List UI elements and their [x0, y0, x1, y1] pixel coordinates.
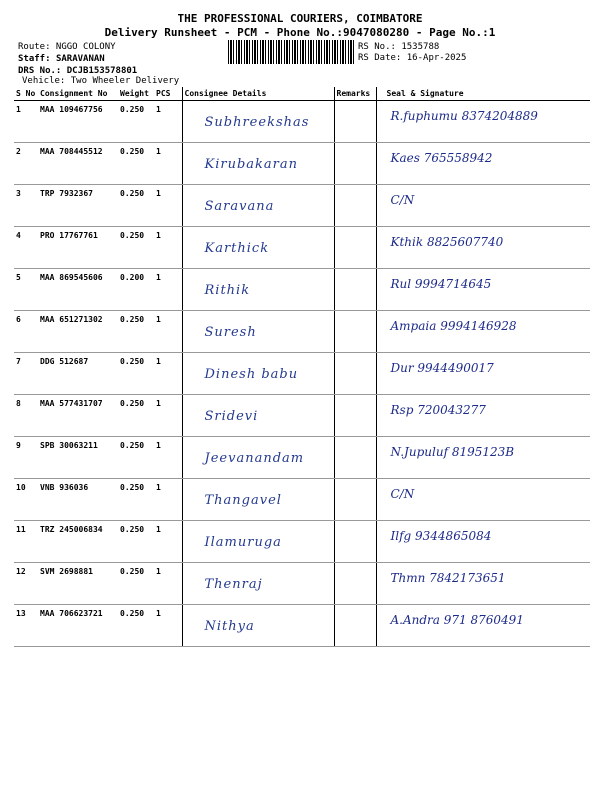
- row-consignee: [182, 101, 334, 143]
- consignee-handwriting: Nithya: [204, 619, 255, 634]
- row-remarks: [334, 185, 376, 227]
- consignee-handwriting: Sridevi: [204, 409, 259, 424]
- row-signature: [376, 143, 590, 185]
- table-row: [14, 227, 590, 269]
- table-row: [14, 605, 590, 647]
- row-consignee: [182, 311, 334, 353]
- col-consignee-header: Consignee Details: [182, 87, 334, 101]
- row-consignment: MAA 577431707: [38, 395, 118, 437]
- row-consignment: DDG 512687: [38, 353, 118, 395]
- row-consignee: [182, 605, 334, 647]
- row-signature: [376, 563, 590, 605]
- consignee-handwriting: Thenraj: [204, 577, 263, 592]
- row-consignee: [182, 479, 334, 521]
- signature-handwriting: Ampaia 9994146928: [390, 319, 517, 333]
- table-row: [14, 479, 590, 521]
- consignee-handwriting: Karthick: [204, 241, 270, 256]
- row-sno: 4: [14, 227, 38, 269]
- runsheet-table: [14, 87, 590, 647]
- row-remarks: [334, 563, 376, 605]
- signature-handwriting: Dur 9944490017: [390, 361, 494, 375]
- row-signature: [376, 101, 590, 143]
- row-pcs: 1: [154, 185, 182, 227]
- row-consignment: MAA 651271302: [38, 311, 118, 353]
- row-sno: 12: [14, 563, 38, 605]
- row-weight: 0.250: [118, 353, 154, 395]
- row-signature: [376, 353, 590, 395]
- row-remarks: [334, 395, 376, 437]
- row-remarks: [334, 269, 376, 311]
- row-sno: 9: [14, 437, 38, 479]
- consignee-handwriting: Dinesh babu: [204, 367, 299, 382]
- staff-label: Staff:: [18, 54, 56, 64]
- col-remarks-header: Remarks: [334, 87, 376, 101]
- row-consignment: MAA 706623721: [38, 605, 118, 647]
- row-remarks: [334, 227, 376, 269]
- row-signature: [376, 311, 590, 353]
- row-consignment: TRP 7932367: [38, 185, 118, 227]
- table-row: [14, 563, 590, 605]
- row-consignee: [182, 227, 334, 269]
- row-sno: 5: [14, 269, 38, 311]
- row-signature: [376, 227, 590, 269]
- consignee-handwriting: Jeevanandam: [204, 451, 305, 466]
- col-signature-header: Seal & Signature: [376, 87, 590, 101]
- row-sno: 11: [14, 521, 38, 563]
- barcode: [228, 40, 354, 64]
- row-remarks: [334, 311, 376, 353]
- drs-number: DRS No.: DCJB153578801: [18, 66, 138, 76]
- rs-number: RS No.: 1535788: [358, 42, 440, 52]
- row-weight: 0.200: [118, 269, 154, 311]
- row-remarks: [334, 437, 376, 479]
- row-signature: [376, 605, 590, 647]
- row-signature: [376, 437, 590, 479]
- row-sno: 6: [14, 311, 38, 353]
- table-row: [14, 269, 590, 311]
- row-consignment: PRO 17767761: [38, 227, 118, 269]
- row-pcs: 1: [154, 605, 182, 647]
- table-row: [14, 311, 590, 353]
- signature-handwriting: Thmn 7842173651: [390, 571, 506, 585]
- consignee-handwriting: Subhreekshas: [204, 115, 310, 130]
- runsheet-title: Delivery Runsheet - PCM - Phone No.:9047080280 - Page No.:1: [104, 26, 496, 39]
- row-remarks: [334, 605, 376, 647]
- row-pcs: 1: [154, 311, 182, 353]
- row-weight: 0.250: [118, 521, 154, 563]
- row-consignment: TRZ 245006834: [38, 521, 118, 563]
- rs-date: RS Date: 16-Apr-2025: [358, 53, 467, 63]
- staff-name: SARAVANAN: [55, 54, 105, 64]
- row-pcs: 1: [154, 143, 182, 185]
- row-weight: 0.250: [118, 395, 154, 437]
- row-sno: 10: [14, 479, 38, 521]
- row-consignment: VNB 936036: [38, 479, 118, 521]
- consignee-handwriting: Saravana: [204, 199, 275, 214]
- row-pcs: 1: [154, 479, 182, 521]
- row-weight: 0.250: [118, 185, 154, 227]
- signature-handwriting: A.Andra 971 8760491: [390, 613, 524, 627]
- row-signature: [376, 479, 590, 521]
- row-remarks: [334, 479, 376, 521]
- table-row: [14, 437, 590, 479]
- consignee-handwriting: Kirubakaran: [204, 157, 298, 172]
- row-pcs: 1: [154, 521, 182, 563]
- row-sno: 2: [14, 143, 38, 185]
- row-remarks: [334, 521, 376, 563]
- row-remarks: [334, 101, 376, 143]
- row-pcs: 1: [154, 395, 182, 437]
- row-consignee: [182, 269, 334, 311]
- row-remarks: [334, 143, 376, 185]
- table-row: [14, 353, 590, 395]
- row-sno: 1: [14, 101, 38, 143]
- signature-handwriting: Rul 9994714645: [390, 277, 492, 291]
- table-row: [14, 185, 590, 227]
- row-consignee: [182, 185, 334, 227]
- row-sno: 3: [14, 185, 38, 227]
- col-pcs-header: PCS: [154, 87, 182, 101]
- row-pcs: 1: [154, 269, 182, 311]
- table-row: [14, 395, 590, 437]
- row-consignment: SPB 30063211: [38, 437, 118, 479]
- table-row: [14, 521, 590, 563]
- row-weight: 0.250: [118, 605, 154, 647]
- row-sno: 13: [14, 605, 38, 647]
- row-consignment: SVM 2698881: [38, 563, 118, 605]
- vehicle-info: Vehicle: Two Wheeler Delivery: [22, 76, 180, 86]
- route-info: Route: NGGO COLONY: [18, 42, 116, 52]
- table-row: [14, 143, 590, 185]
- row-weight: 0.250: [118, 437, 154, 479]
- col-consignment-header: Consignment No: [38, 87, 118, 101]
- row-consignee: [182, 563, 334, 605]
- row-pcs: 1: [154, 101, 182, 143]
- row-pcs: 1: [154, 227, 182, 269]
- row-pcs: 1: [154, 563, 182, 605]
- row-consignee: [182, 437, 334, 479]
- row-sno: 8: [14, 395, 38, 437]
- signature-handwriting: C/N: [390, 487, 415, 501]
- staff-info: [18, 53, 105, 65]
- row-signature: [376, 185, 590, 227]
- row-consignee: [182, 143, 334, 185]
- signature-handwriting: C/N: [390, 193, 415, 207]
- row-consignment: MAA 109467756: [38, 101, 118, 143]
- row-consignee: [182, 521, 334, 563]
- table-header-row: [14, 87, 590, 101]
- row-sno: 7: [14, 353, 38, 395]
- row-remarks: [334, 353, 376, 395]
- row-consignment: MAA 869545606: [38, 269, 118, 311]
- col-sno-header: S No: [14, 87, 38, 101]
- signature-handwriting: R.fuphumu 8374204889: [390, 109, 538, 123]
- consignee-handwriting: Ilamuruga: [204, 535, 282, 550]
- row-pcs: 1: [154, 437, 182, 479]
- signature-handwriting: Rsp 720043277: [390, 403, 486, 417]
- row-consignment: MAA 708445512: [38, 143, 118, 185]
- signature-handwriting: Kthik 8825607740: [390, 235, 504, 249]
- row-pcs: 1: [154, 353, 182, 395]
- col-weight-header: Weight: [118, 87, 154, 101]
- row-weight: 0.250: [118, 227, 154, 269]
- consignee-handwriting: Thangavel: [204, 493, 282, 508]
- signature-handwriting: N.Jupuluf 8195123B: [390, 445, 515, 459]
- company-title: THE PROFESSIONAL COURIERS, COIMBATORE: [177, 12, 423, 25]
- consignee-handwriting: Suresh: [204, 325, 257, 340]
- row-consignee: [182, 395, 334, 437]
- table-row: [14, 101, 590, 143]
- row-weight: 0.250: [118, 311, 154, 353]
- signature-handwriting: Ilfg 9344865084: [390, 529, 492, 543]
- row-consignee: [182, 353, 334, 395]
- row-signature: [376, 395, 590, 437]
- consignee-handwriting: Rithik: [204, 283, 251, 298]
- row-weight: 0.250: [118, 479, 154, 521]
- signature-handwriting: Kaes 765558942: [390, 151, 493, 165]
- row-signature: [376, 521, 590, 563]
- row-signature: [376, 269, 590, 311]
- row-weight: 0.250: [118, 101, 154, 143]
- row-weight: 0.250: [118, 143, 154, 185]
- row-weight: 0.250: [118, 563, 154, 605]
